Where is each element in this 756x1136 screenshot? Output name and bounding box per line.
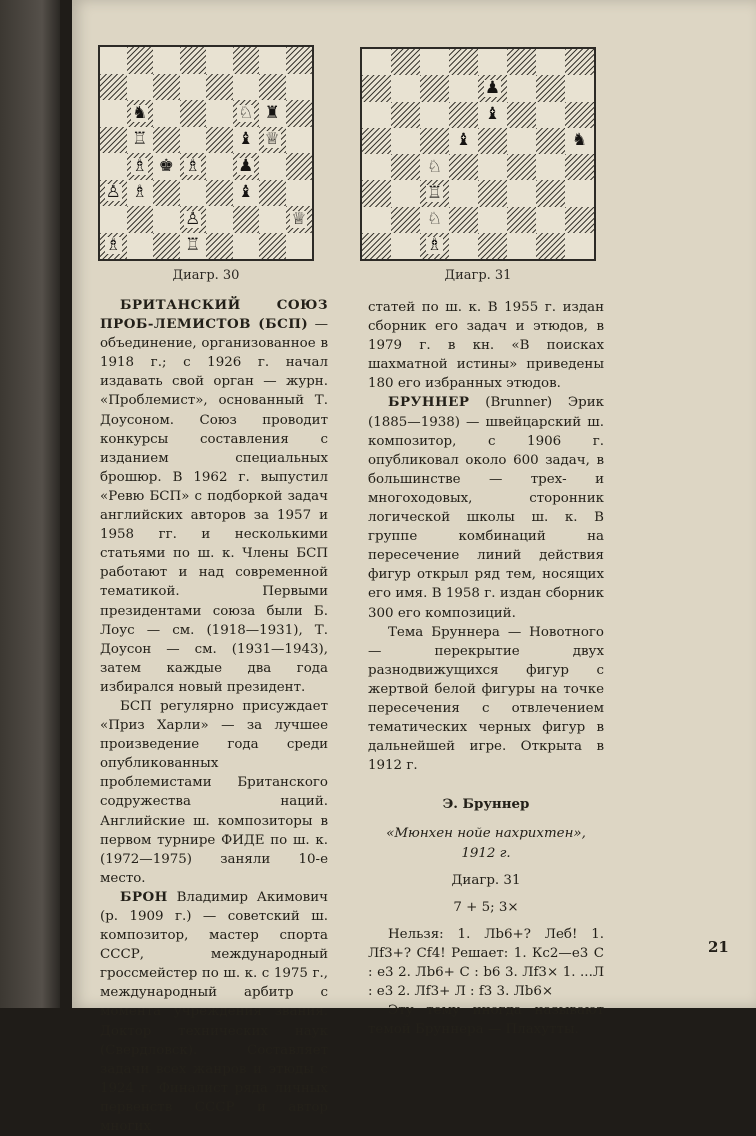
chess-piece-icon: ♖ [132,129,148,150]
chess-piece-icon: ♕ [264,129,280,150]
headword-bron: БРОН [120,888,168,905]
chess-piece-icon: ♘ [426,156,443,177]
board-square [362,128,391,154]
board-square [206,233,233,260]
chess-piece-icon: ♟ [238,155,254,176]
chess-piece-icon: ♝ [238,129,254,150]
board-square [420,233,449,259]
board-square [391,75,420,101]
board-square [565,154,594,180]
board-square [180,47,207,74]
paragraph-continued: статей по ш. к. В 1955 г. издан сборник его задач и этюдов, в 1979 г. в кн. «В поисках шахматной истины» приведены 180 его избранных этюдов. [368,300,604,392]
right-text-column [368,298,604,1039]
chess-piece-icon: ♖ [185,235,201,256]
board-square [391,154,420,180]
board-square [565,49,594,75]
entry-text: Владимир Акимович (р. 1909 г.) — советский ш. композитор, мастер спорта СССР, международный гроссмейстер по ш. к. с 1975 г., международный арбитр с момента учреждения звания. Доктор технических наук (Свердловск). Составляет задачи всех жанров и этюды с 1924 г. Финалист ряда личных первенств СССР и автор многих [100,889,328,1135]
board-square [180,74,207,101]
board-square [127,127,154,154]
board-square [259,127,286,154]
board-square [507,154,536,180]
board-square [100,180,127,207]
board-square [507,233,536,259]
chess-piece-icon: ♝ [455,130,472,151]
chess-piece-icon: ♕ [291,208,307,229]
board-square [180,206,207,233]
chess-piece-icon: ♘ [426,209,443,230]
board-square [391,180,420,206]
board-square [391,49,420,75]
chess-piece-icon: ♟ [484,77,501,98]
board-square [478,128,507,154]
board-square [233,100,260,127]
stipulation: 7 + 5; 3× [453,899,519,915]
board-square [507,75,536,101]
board-square [259,47,286,74]
board-square [153,153,180,180]
entry-british-union [100,296,328,697]
diagram-reference: Диагр. 31 [451,872,521,888]
entry-text: (Brunner) Эрик (1885—1938) — швейцарский ш. композитор, с 1906 г. опубликовал около 600 задач, в большинстве — трех- и многоходовых, сторонник логической школы ш. к. В группе комбинаций на пересечение линий действия фигур открыл ряд тем, носящих его имя. В 1958 г. издан сборник 300 его композиций. [368,395,604,621]
board-square [449,180,478,206]
board-square [536,207,565,233]
board-square [180,180,207,207]
board-square [180,100,207,127]
board-square [206,74,233,101]
board-square [206,100,233,127]
board-square [391,102,420,128]
board-square [362,154,391,180]
board-square [233,233,260,260]
board-square [153,127,180,154]
board-square [449,128,478,154]
board-square [449,75,478,101]
board-square [478,75,507,101]
chess-piece-icon: ♚ [158,155,174,176]
board-square [449,102,478,128]
board-square [536,233,565,259]
board-square [286,100,313,127]
board-square [565,233,594,259]
left-text-column [100,296,328,1136]
board-square [391,128,420,154]
chess-piece-icon: ♗ [105,235,121,256]
board-square [286,127,313,154]
board-square [478,49,507,75]
board-square [536,180,565,206]
board-square [507,180,536,206]
board-square [100,233,127,260]
board-square [286,74,313,101]
board-square [565,128,594,154]
board-square [449,49,478,75]
board-square [362,207,391,233]
board-square [259,233,286,260]
board-square [233,74,260,101]
page-number: 21 [708,938,729,956]
board-square [507,102,536,128]
chess-piece-icon: ♞ [132,102,148,123]
board-square [478,102,507,128]
board-square [206,47,233,74]
board-square [449,154,478,180]
chess-piece-icon: ♜ [264,102,280,123]
chess-piece-icon: ♙ [185,208,201,229]
chess-diagram-30 [98,45,314,261]
chess-piece-icon: ♗ [132,182,148,203]
board-square [420,207,449,233]
board-square [286,206,313,233]
board-square [100,100,127,127]
board-square [478,207,507,233]
problem-author: Э. Бруннер [442,796,530,813]
chess-piece-icon: ♝ [238,182,254,203]
chess-piece-icon: ♖ [426,182,443,203]
board-square [206,206,233,233]
diagram-31-caption: Диагр. 31 [444,268,512,283]
board-square [286,233,313,260]
board-square [478,154,507,180]
board-square [286,47,313,74]
board-square [127,47,154,74]
board-square [362,102,391,128]
book-page [72,0,756,1135]
board-square [233,127,260,154]
board-square [478,180,507,206]
board-square [259,180,286,207]
board-square [100,153,127,180]
board-square [153,233,180,260]
chess-piece-icon: ♙ [105,182,121,203]
board-square [565,207,594,233]
board-square [420,75,449,101]
board-square [153,74,180,101]
board-square [536,128,565,154]
board-square [100,47,127,74]
board-square [233,153,260,180]
paragraph-brunner-theme: Тема Бруннера — Новотного — перекрытие двух разнодвижущихся фигур с жертвой белой фигуры на точке пересечения с отвлечением тематических черных фигур в дальнейшей игре. Открыта в 1912 г. [368,624,604,774]
problem-source-line-1: «Мюнхен нойе нахрихтен», [386,826,586,842]
board-square [286,153,313,180]
board-square [286,180,313,207]
diagram-30-caption: Диагр. 30 [172,268,240,283]
problem-source-line-2: 1912 г. [461,845,511,861]
board-square [127,153,154,180]
board-square [420,102,449,128]
board-square [206,153,233,180]
chess-piece-icon: ♝ [484,104,501,125]
board-square [420,154,449,180]
board-square [391,233,420,259]
entry-bron [100,888,328,1136]
board-square [233,47,260,74]
board-square [127,206,154,233]
board-square [127,100,154,127]
board-square [478,233,507,259]
board-square [362,233,391,259]
board-square [153,206,180,233]
board-square [507,207,536,233]
board-square [420,180,449,206]
chess-piece-icon: ♗ [185,155,201,176]
board-square [100,206,127,233]
board-square [362,49,391,75]
board-square [259,74,286,101]
paragraph-harley-prize: БСП регулярно присуждает «Приз Харли» — за лучшее произведение года среди опубликованных проблемистами Британского содружества наций. Английские ш. композиторы в первом турнире ФИДЕ по ш. к. (1972—1975) заняли 10-е место. [100,698,328,886]
board-square [127,180,154,207]
board-square [127,233,154,260]
entry-brunner [368,393,604,622]
board-square [449,233,478,259]
board-square [391,207,420,233]
board-square [362,180,391,206]
headword-bsp: БРИТАНСКИЙ СОЮЗ ПРОБ-ЛЕМИСТОВ (БСП) [100,297,328,333]
board-square [127,74,154,101]
board-square [259,206,286,233]
board-square [153,100,180,127]
board-square [153,47,180,74]
board-square [180,153,207,180]
board-square [536,102,565,128]
board-square [536,154,565,180]
solution: Нельзя: 1. Лb6+? Леб! 1. Лf3+? Cf4! Решает: 1. Кc2—e3 С : e3 2. Лb6+ С : b6 3. Лf3× 1. ...Л : e3 2. Лf3+ Л : f3 3. Лb6× [368,926,604,1000]
board-square [180,127,207,154]
entry-text: — объединение, организованное в 1918 г.; с 1926 г. начал издавать свой орган — журн. «Проблемист», основанный Т. Доусоном. Союз проводит конкурсы составления с изданием специальных брошюр. В 1962 г. выпустил «Ревю БСП» с подборкой задач английских авторов за 1957 и 1958 гг. и несколькими статьями по ш. к. Члены БСП работают и над современной тематикой. Первыми президентами союза были Б. Лоус — см. (1918—1931), Т. Доусон — см. (1931—1943), затем каждые два года избирался новый президент. [100,317,328,695]
board-square [536,75,565,101]
board-square [206,180,233,207]
board-square [565,75,594,101]
board-square [206,127,233,154]
board-square [180,233,207,260]
board-square [507,49,536,75]
board-square [100,74,127,101]
board-square [507,128,536,154]
headword-brunner: БРУННЕР [388,394,470,411]
chess-diagram-31 [360,47,596,261]
board-square [536,49,565,75]
board-square [420,49,449,75]
chess-piece-icon: ♘ [238,102,254,123]
chess-piece-icon: ♗ [426,235,443,256]
board-square [565,102,594,128]
adjacent-book-edge [0,0,60,1008]
chess-piece-icon: ♗ [132,155,148,176]
board-square [233,206,260,233]
board-square [565,180,594,206]
chess-piece-icon: ♞ [571,130,588,151]
paragraph-final: Эту тему иногда называют темой Бруннера — Плахутты. [368,1003,604,1038]
board-square [259,153,286,180]
board-square [233,180,260,207]
board-square [362,75,391,101]
board-square [259,100,286,127]
board-square [100,127,127,154]
board-square [449,207,478,233]
board-square [153,180,180,207]
board-square [420,128,449,154]
